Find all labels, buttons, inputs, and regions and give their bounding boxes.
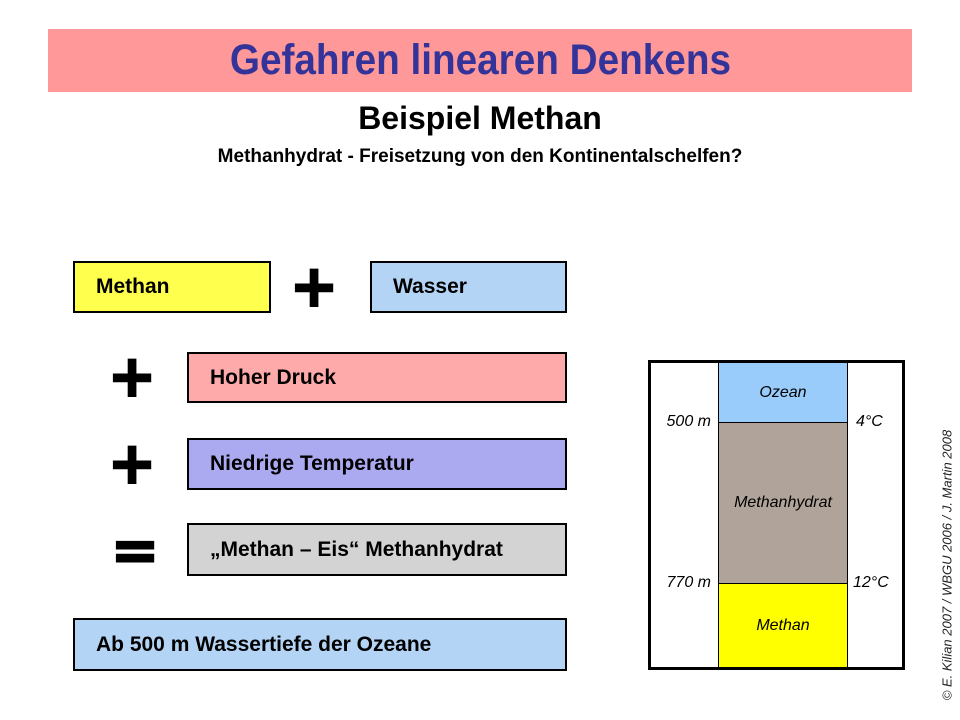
methanhydrat-box-label: „Methan – Eis“ Methanhydrat xyxy=(210,537,503,561)
methan-box-label: Methan xyxy=(96,275,170,298)
depth-label-500m: 500 m xyxy=(666,413,711,430)
wasser-box xyxy=(370,261,567,313)
copyright-credit: © E. Kilian 2007 / WBGU 2006 / J. Martin 2008 xyxy=(939,429,955,701)
ocean-layer-label: Ozean xyxy=(759,383,807,401)
conclusion-box-label: Ab 500 m Wassertiefe der Ozeane xyxy=(96,632,432,656)
equals-operator: = xyxy=(110,516,160,584)
methanhydrat-box xyxy=(187,523,567,576)
question-subtitle: Methanhydrat - Freisetzung von den Kontinentalschelfen? xyxy=(217,146,743,167)
wasser-box-label: Wasser xyxy=(393,275,467,298)
niedrige-temperatur-box xyxy=(187,438,567,490)
title-banner xyxy=(48,29,912,92)
conclusion-box xyxy=(73,618,567,671)
depth-diagram xyxy=(648,360,905,670)
hoher-druck-box-label: Hoher Druck xyxy=(210,365,337,389)
ocean-layer xyxy=(719,363,847,423)
plus-operator-3: + xyxy=(107,429,157,497)
slide-title: Gefahren linearen Denkens xyxy=(229,36,731,84)
temp-label-12c: 12°C xyxy=(853,574,889,591)
slide-subtitle: Beispiel Methan xyxy=(358,100,602,136)
plus-operator-2: + xyxy=(107,342,157,410)
methane-layer-label: Methan xyxy=(756,616,810,634)
hydrate-layer-label: Methanhydrat xyxy=(734,494,832,511)
methane-layer xyxy=(719,584,847,667)
hoher-druck-box xyxy=(187,352,567,403)
depth-label-770m: 770 m xyxy=(666,574,711,591)
water-column xyxy=(718,363,848,667)
hydrate-layer xyxy=(719,423,847,584)
temp-label-4c: 4°C xyxy=(856,413,883,430)
methan-box xyxy=(73,261,271,313)
niedrige-temperatur-box-label: Niedrige Temperatur xyxy=(210,452,414,475)
plus-operator-1: + xyxy=(289,252,339,320)
